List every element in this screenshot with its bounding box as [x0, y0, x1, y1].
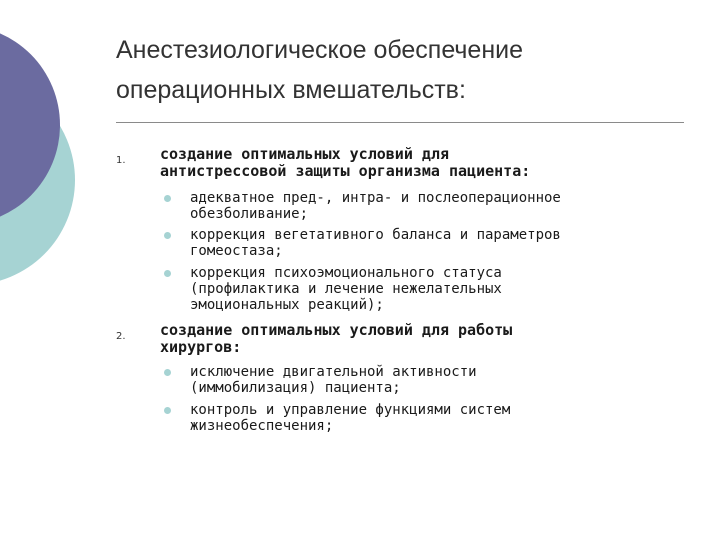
item-number-1: 1. — [116, 155, 126, 166]
bullet-icon — [164, 369, 171, 376]
item-text-1: создание оптимальных условий для антистрессовой защиты организма пациента: — [160, 145, 531, 180]
subitem-text: коррекция вегетативного баланса и параметров гомеостаза; — [190, 227, 561, 259]
decorative-circles — [0, 0, 120, 300]
subitem-text: коррекция психоэмоционального статуса (профилактика и лечение нежелательных эмоциональных реакций); — [190, 265, 502, 313]
bullet-icon — [164, 195, 171, 202]
item-number-2: 2. — [116, 331, 126, 342]
item-text-2: создание оптимальных условий для работы хирургов: — [160, 321, 513, 356]
title-divider — [116, 122, 684, 123]
bullet-icon — [164, 232, 171, 239]
subitem-text: исключение двигательной активности (иммобилизация) пациента; — [190, 364, 477, 396]
subitem-text: адекватное пред-, интра- и послеоперационное обезболивание; — [190, 190, 561, 222]
subitem-text: контроль и управление функциями систем жизнеобеспечения; — [190, 402, 511, 434]
slide-title: Анестезиологическое обеспечение операционных вмешательств: — [116, 36, 524, 104]
bullet-icon — [164, 270, 171, 277]
bullet-icon — [164, 407, 171, 414]
